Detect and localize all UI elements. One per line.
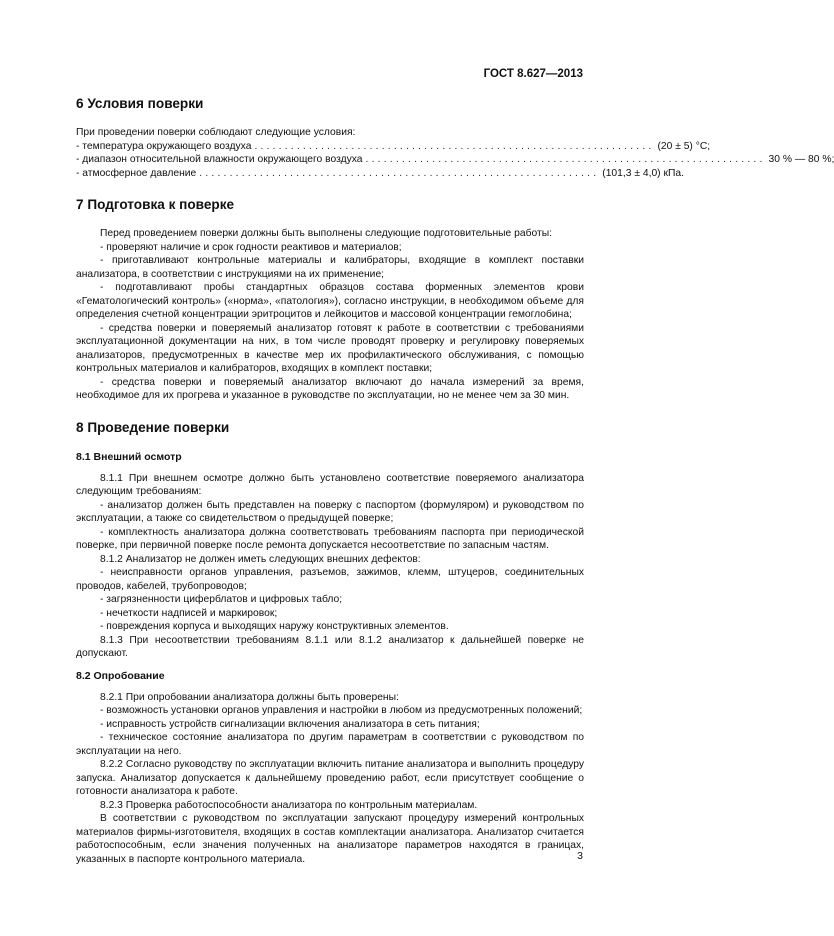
list-item: - проверяют наличие и срок годности реактивов и материалов;: [100, 241, 402, 253]
list-item: - возможность установки органов управления и настройки в любом из предусмотренных положений;: [100, 705, 583, 716]
section-6: [76, 96, 834, 180]
section-6-intro: При проведении поверки соблюдают следующие условия:: [76, 127, 356, 138]
condition-temperature: - температура окружающего воздуха .................................................................. (20 ± 5) °С;: [76, 140, 711, 152]
list-item: - анализатор должен быть представлен на поверку с паспортом (формуляром) и руководством по эксплуатации, а также со свидетельством о предыдущей поверке;: [76, 499, 584, 524]
condition-value: (101,3 ± 4,0) кПа.: [602, 167, 684, 179]
clause-8-2-2: 8.2.2 Согласно руководству по эксплуатации включить питание анализатора и выполнить процедуру запуска. Анализатор допускается к дальнейшему проведению работ, если присутствует сообщение о готовности анализатора к работе.: [76, 759, 584, 797]
condition-pressure: - атмосферное давление .................................................................. (101,3 ± 4,0) кПа.: [76, 167, 684, 179]
clause-8-2-1: 8.2.1 При опробовании анализатора должны быть проверены:: [100, 691, 399, 703]
section-7-intro: Перед проведением поверки должны быть выполнены следующие подготовительные работы:: [100, 228, 552, 239]
list-item: - загрязненности циферблатов и цифровых табло;: [100, 594, 343, 605]
list-item: - техническое состояние анализатора по другим параметрам в соответствии с руководством по эксплуатации на него.: [76, 732, 584, 757]
document-id: ГОСТ 8.627—2013: [483, 68, 583, 80]
subsection-8-2-title: 8.2 Опробование: [76, 669, 165, 682]
condition-label: - диапазон относительной влажности окружающего воздуха: [76, 154, 363, 165]
clause-8-1-3: 8.1.3 При несоответствии требованиям 8.1.1 или 8.1.2 анализатор к дальнейшей поверке не допускают.: [76, 634, 584, 659]
clause-8-2-3: 8.2.3 Проверка работоспособности анализатора по контрольным материалам.: [100, 799, 478, 811]
subsection-8-1-title: 8.1 Внешний осмотр: [76, 450, 182, 463]
list-item: - средства поверки и поверяемый анализатор готовят к работе в соответствии с требованиями эксплуатационной документации на них, в том числе проводят проверку и регулировку поверяемых анализаторов, предусмотренных в качестве мер их профилактического обслуживания, с помощью контрольных материалов и калибраторов, входящих в комплект поставки;: [76, 322, 584, 374]
page-number: 3: [577, 850, 583, 862]
clause-8-1-1: 8.1.1 При внешнем осмотре должно быть установлено соответствие поверяемого анализатора следующим требованиям:: [76, 472, 584, 497]
list-item: - повреждения корпуса и выходящих наружу конструктивных элементов.: [100, 621, 449, 632]
section-7-title: 7 Подготовка к поверке: [76, 197, 235, 212]
list-item: - подготавливают пробы стандартных образцов состава форменных элементов крови «Гематологический контроль» («норма», «патология»), согласно инструкции, в необходимом объеме для определения счетной концентрации эритроцитов и лейкоцитов и массовой концентрации гемоглобина;: [76, 282, 584, 320]
page-content: [76, 96, 834, 866]
clause-8-2-3-text: В соответствии с руководством по эксплуатации запускают процедуру измерений контрольных материалов фирмы-изготовителя, входящих в состав комплектации анализатора. Анализатор считается работоспособным, если значения полученных на анализаторе параметров находятся в границах, указанных в паспорте контрольного материала.: [76, 813, 584, 865]
clause-8-1-2: 8.1.2 Анализатор не должен иметь следующих внешних дефектов:: [100, 553, 421, 565]
condition-label: - температура окружающего воздуха: [76, 140, 252, 152]
list-item: - неисправности органов управления, разъемов, зажимов, клемм, штуцеров, соединительных проводов, кабелей, трубопроводов;: [76, 567, 584, 592]
condition-value: (20 ± 5) °С;: [657, 140, 711, 152]
section-8: [76, 420, 584, 867]
condition-value: 30 % — 80 %;: [768, 154, 834, 165]
section-6-title: 6 Условия поверки: [76, 96, 204, 111]
condition-humidity: - диапазон относительной влажности окружающего воздуха .................................................................. 30 % — 80 %;: [76, 154, 834, 165]
section-7: [76, 197, 584, 403]
section-8-title: 8 Проведение поверки: [76, 419, 230, 435]
list-item: - приготавливают контрольные материалы и калибраторы, входящие в комплект поставки анализатора, в соответствии с инструкциями на их применение;: [76, 255, 584, 280]
list-item: - средства поверки и поверяемый анализатор включают до начала измерений за время, необходимое для их прогрева и указанное в руководстве по эксплуатации, но не менее чем за 30 мин.: [76, 376, 584, 401]
list-item: - нечеткости надписей и маркировок;: [100, 607, 278, 619]
list-item: - исправность устройств сигнализации включения анализатора в сеть питания;: [100, 718, 480, 730]
list-item: - комплектность анализатора должна соответствовать требованиям паспорта при периодической поверке, при первичной поверке после ремонта допускается несоответствие по запасным частям.: [76, 526, 584, 551]
condition-label: - атмосферное давление: [76, 167, 197, 179]
